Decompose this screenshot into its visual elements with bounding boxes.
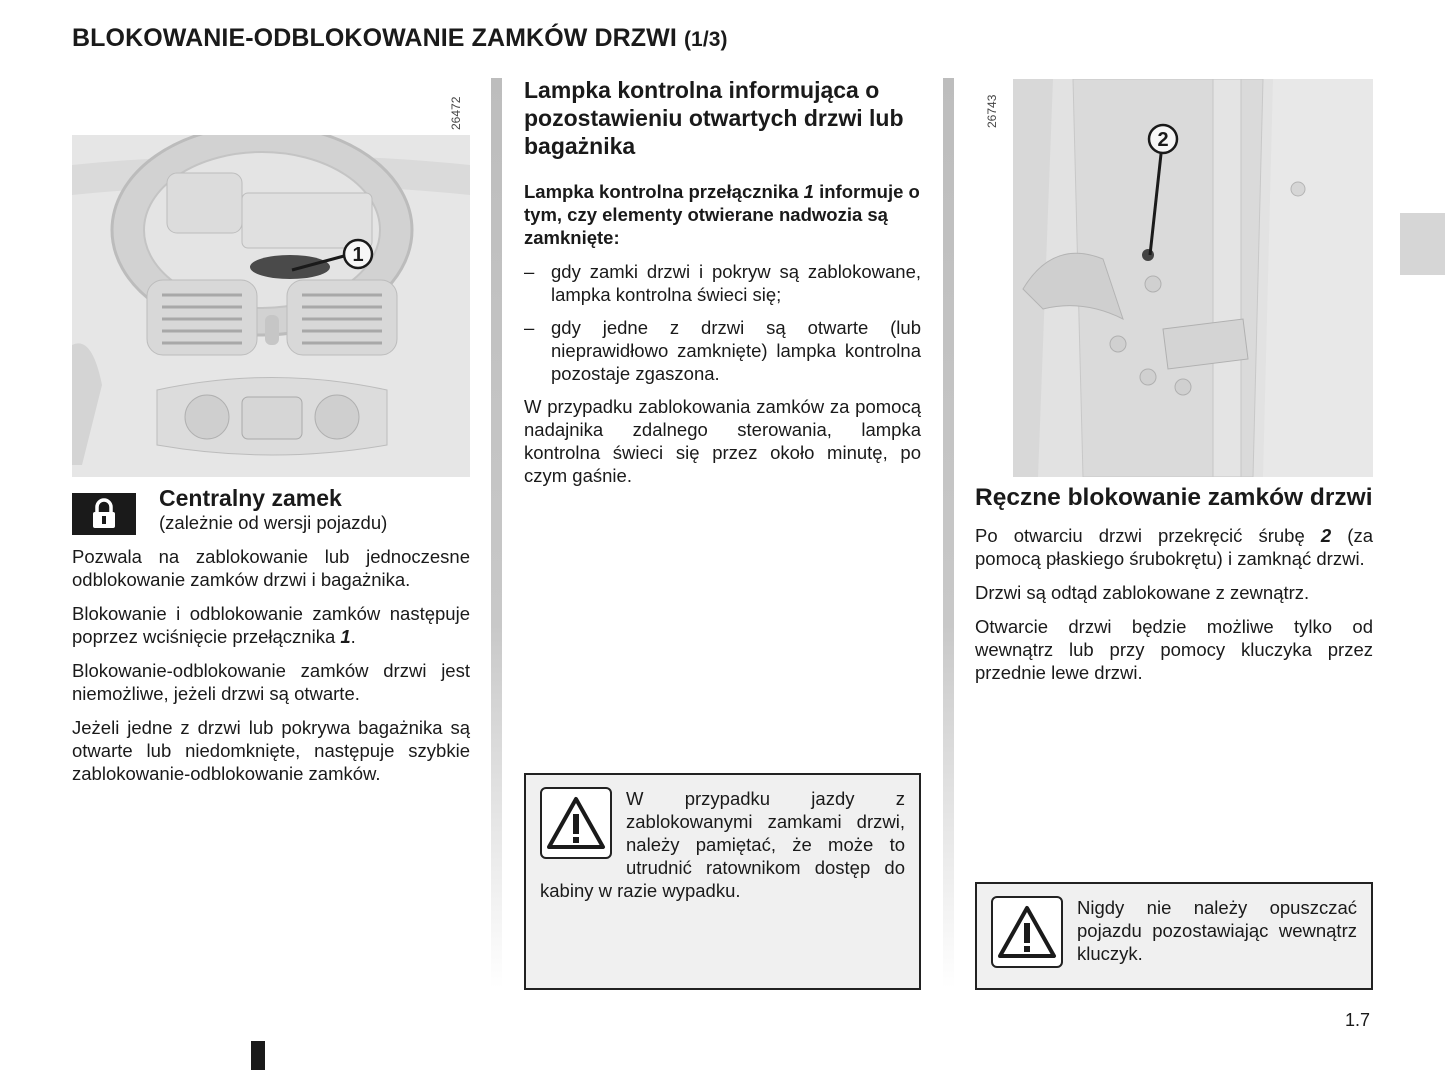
figure-ref-left: 26472 bbox=[449, 96, 463, 130]
central-lock-subheading: (zależnie od wersji pojazdu) bbox=[159, 512, 388, 533]
warning-text-middle: W przypadku jazdy z zablokowanymi zamkami drzwi, należy pamiętać, że może to utrudnić ratownikom dostęp do kabiny w razie wypadku. bbox=[540, 788, 905, 901]
page-number: 1.7 bbox=[1345, 1010, 1371, 1030]
left-paragraph-1: Pozwala na zablokowanie lub jednoczesne odblokowanie zamków drzwi i bagażnika. bbox=[72, 546, 470, 590]
switch-ref-1: 1 bbox=[340, 626, 351, 647]
callout-2: 2 bbox=[1157, 129, 1169, 151]
left-paragraph-4: Jeżeli jedne z drzwi lub pokrywa bagażnika są otwarte lub niedomknięte, następuje szybkie zablokowanie-odblokowanie zamków. bbox=[72, 717, 470, 784]
warning-triangle-icon bbox=[991, 896, 1063, 968]
warning-text-right: Nigdy nie należy opuszczać pojazdu pozostawiając wewnątrz kluczyk. bbox=[1077, 897, 1357, 964]
dashboard-figure bbox=[72, 135, 470, 477]
right-paragraph-1 bbox=[975, 524, 1373, 570]
warning-triangle-icon bbox=[540, 787, 612, 859]
list-item bbox=[524, 260, 921, 306]
switch-ref-1-middle: 1 bbox=[803, 181, 814, 202]
warning-lamp-intro bbox=[524, 180, 921, 249]
warning-box-middle bbox=[524, 773, 921, 990]
warning-lamp-intro-end: informuje o tym, czy elementy otwierane nadwozia są zamknięte: bbox=[524, 181, 920, 248]
list-item-text: gdy zamki drzwi i pokryw są zablokowane, lampka kontrolna świeci się; bbox=[551, 261, 921, 305]
figure-ref-right: 26743 bbox=[985, 94, 999, 128]
warning-lamp-heading: Lampka kontrolna informująca o pozostawieniu otwartych drzwi lub bagażnika bbox=[524, 77, 904, 159]
column-separator-right bbox=[943, 78, 954, 988]
left-paragraph-2-end: . bbox=[350, 626, 356, 647]
page-title-suffix: (1/3) bbox=[683, 28, 728, 51]
padlock-icon bbox=[72, 493, 136, 535]
print-mark bbox=[251, 1041, 265, 1070]
left-paragraph-2 bbox=[72, 602, 470, 648]
screw-ref-2: 2 bbox=[1320, 525, 1332, 546]
page-title bbox=[72, 24, 728, 53]
dashboard-illustration bbox=[72, 135, 470, 477]
column-separator-left bbox=[491, 78, 502, 988]
list-dash: – bbox=[524, 317, 535, 338]
right-paragraph-1-text: Po otwarciu drzwi przekręcić śrubę bbox=[975, 525, 1321, 546]
right-column-text bbox=[975, 484, 1373, 695]
door-lock-illustration bbox=[1013, 79, 1373, 477]
left-paragraph-3: Blokowanie-odblokowanie zamków drzwi jest niemożliwe, jeżeli drzwi są otwarte. bbox=[72, 660, 470, 704]
door-lock-figure bbox=[1013, 79, 1373, 477]
remote-lock-paragraph: W przypadku zablokowania zamków za pomocą nadajnika zdalnego sterowania, lampka kontrolna świeci się przez około minutę, po czym gaśnie. bbox=[524, 396, 921, 486]
middle-column-text bbox=[524, 76, 921, 498]
right-paragraph-1-end: (za pomocą płaskiego śrubokrętu) i zamknąć drzwi. bbox=[975, 525, 1373, 569]
left-paragraph-2-text: Blokowanie i odblokowanie zamków następuje poprzez wciśnięcie przełącznika bbox=[72, 603, 470, 647]
left-column-text bbox=[72, 545, 470, 796]
section-tab bbox=[1400, 213, 1445, 275]
central-lock-heading: Centralny zamek bbox=[159, 485, 342, 511]
list-item-text: gdy jedne z drzwi są otwarte (lub nieprawidłowo zamknięte) lampka kontrolna pozostaje zgaszona. bbox=[551, 317, 921, 384]
list-item bbox=[524, 316, 921, 385]
warning-box-right bbox=[975, 882, 1373, 990]
manual-lock-heading: Ręczne blokowanie zamków drzwi bbox=[975, 484, 1373, 511]
list-dash: – bbox=[524, 261, 535, 282]
central-lock-heading-block bbox=[159, 484, 479, 534]
warning-lamp-intro-text: Lampka kontrolna przełącznika bbox=[524, 181, 804, 202]
right-paragraph-2: Drzwi są odtąd zablokowane z zewnątrz. bbox=[975, 582, 1310, 603]
page-title-main: BLOKOWANIE-ODBLOKOWANIE ZAMKÓW DRZWI bbox=[72, 24, 677, 52]
right-paragraph-3: Otwarcie drzwi będzie możliwe tylko od wewnątrz lub przy pomocy kluczyka przez przednie lewe drzwi. bbox=[975, 616, 1373, 683]
callout-1: 1 bbox=[352, 244, 364, 266]
